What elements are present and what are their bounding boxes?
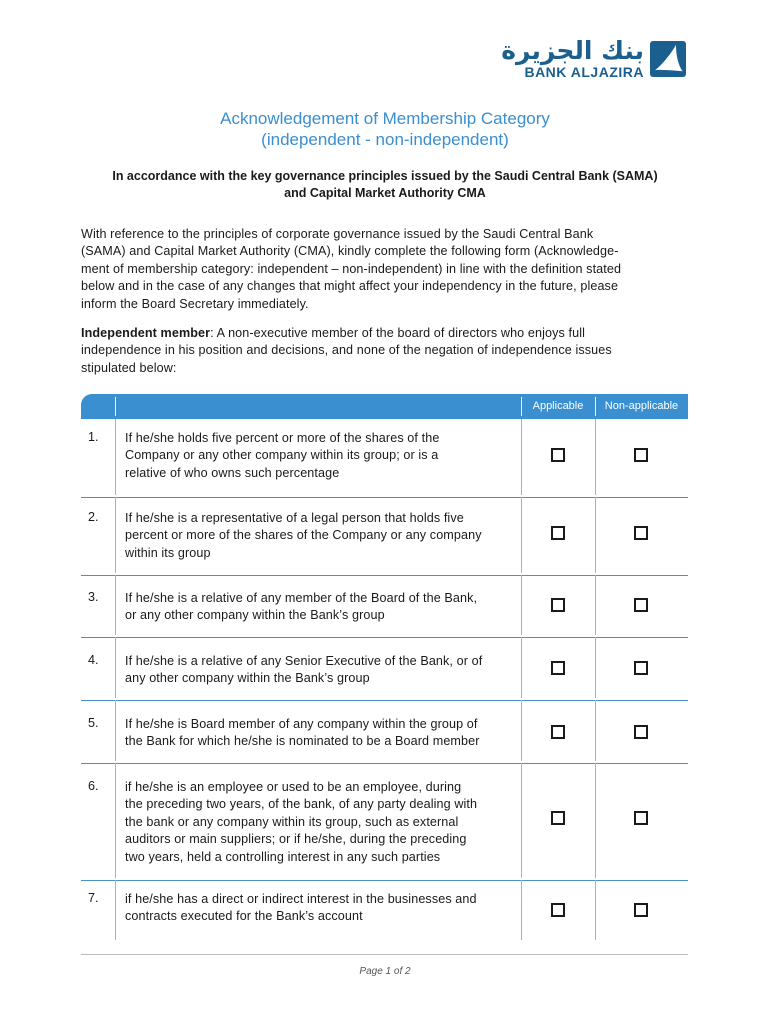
- row-divider: [81, 575, 688, 576]
- row-criterion-text: [125, 653, 511, 688]
- column-divider: [595, 880, 596, 940]
- logo-text: [501, 38, 644, 80]
- logo-english-name: BANK ALJAZIRA: [524, 64, 644, 80]
- non-applicable-checkbox[interactable]: [634, 811, 648, 825]
- row-criterion-text: [125, 716, 511, 751]
- applicable-checkbox[interactable]: [551, 811, 565, 825]
- criterion-line: Company or any other company within its group; or is a: [125, 448, 439, 463]
- column-divider: [521, 419, 522, 495]
- criterion-line: within its group: [125, 545, 211, 560]
- column-header-non-applicable: Non-applicable: [604, 400, 679, 412]
- definition-line: stipulated below:: [81, 360, 177, 375]
- column-divider: [521, 700, 522, 761]
- criterion-line: if he/she has a direct or indirect interest in the businesses and: [125, 892, 477, 906]
- intro-line: (SAMA) and Capital Market Authority (CMA), kindly complete the following form (Acknowledge-: [81, 244, 619, 259]
- row-number: 3.: [88, 590, 99, 604]
- applicable-checkbox[interactable]: [551, 448, 565, 462]
- column-divider: [595, 419, 596, 495]
- definition-line: [81, 325, 691, 342]
- row-number: 7.: [88, 891, 99, 905]
- criterion-line: percent or more of the shares of the Company or any company: [125, 528, 482, 543]
- non-applicable-checkbox[interactable]: [634, 903, 648, 917]
- logo-arabic-name: بنك الجزيرة: [501, 36, 644, 65]
- bank-aljazira-sail-icon: [650, 41, 686, 77]
- criterion-line: relative of who owns such percentage: [125, 465, 340, 480]
- criterion-line: If he/she is a representative of a legal person that holds five: [125, 511, 464, 525]
- column-divider: [521, 575, 522, 635]
- criterion-line: the Bank for which he/she is nominated to be a Board member: [125, 734, 480, 749]
- row-criterion-text: [125, 430, 511, 482]
- row-number: 6.: [88, 779, 99, 793]
- subtitle-line-2: and Capital Market Authority CMA: [284, 186, 486, 200]
- row-number: 1.: [88, 430, 99, 444]
- definition-line: independence in his position and decisions, and none of the negation of independence issues: [81, 343, 612, 358]
- document-title: [0, 108, 770, 150]
- row-divider: [81, 880, 688, 881]
- title-line-1: Acknowledgement of Membership Category: [220, 109, 550, 128]
- non-applicable-checkbox[interactable]: [634, 448, 648, 462]
- criterion-line: contracts executed for the Bank’s account: [125, 909, 363, 924]
- definition-paragraph: [81, 325, 691, 377]
- definition-term: Independent member: [81, 326, 211, 340]
- row-number: 2.: [88, 510, 99, 524]
- intro-paragraph: [81, 226, 691, 313]
- intro-line: ment of membership category: independent – non-independent) in line with the definition stated: [81, 261, 622, 276]
- criterion-line: If he/she holds five percent or more of the shares of the: [125, 431, 440, 445]
- row-divider: [81, 700, 688, 701]
- row-criterion-text: [125, 779, 511, 866]
- column-divider: [521, 880, 522, 940]
- non-applicable-checkbox[interactable]: [634, 725, 648, 739]
- non-applicable-checkbox[interactable]: [634, 598, 648, 612]
- intro-line: With reference to the principles of corporate governance issued by the Saudi Central Bank: [81, 227, 594, 241]
- column-divider: [115, 419, 116, 495]
- non-applicable-checkbox[interactable]: [634, 661, 648, 675]
- column-divider: [115, 700, 116, 761]
- non-applicable-checkbox[interactable]: [634, 526, 648, 540]
- criterion-line: two years, held a controlling interest in any such parties: [125, 849, 441, 864]
- title-line-2: (independent - non-independent): [261, 130, 509, 149]
- subtitle-line-1: In accordance with the key governance principles issued by the Saudi Central Bank (SAMA): [112, 169, 658, 183]
- row-number: 4.: [88, 653, 99, 667]
- applicable-checkbox[interactable]: [551, 598, 565, 612]
- column-divider: [521, 497, 522, 573]
- column-divider: [595, 497, 596, 573]
- criterion-line: If he/she is a relative of any member of the Board of the Bank,: [125, 591, 478, 605]
- intro-line: inform the Board Secretary immediately.: [81, 296, 309, 311]
- column-header-applicable: Applicable: [532, 400, 584, 412]
- column-divider: [115, 880, 116, 940]
- column-divider: [521, 763, 522, 878]
- column-divider: [115, 763, 116, 878]
- applicable-checkbox[interactable]: [551, 661, 565, 675]
- document-subtitle: [60, 168, 710, 202]
- criterion-line: if he/she is an employee or used to be an employee, during: [125, 780, 462, 794]
- footer-divider: [81, 954, 688, 955]
- definition-text: : A non-executive member of the board of directors who enjoys full: [210, 326, 585, 340]
- criterion-line: If he/she is Board member of any company within the group of: [125, 717, 478, 731]
- applicable-checkbox[interactable]: [551, 526, 565, 540]
- column-divider: [521, 637, 522, 698]
- criterion-line: any other company within the Bank’s group: [125, 671, 370, 686]
- criterion-line: or any other company within the Bank’s group: [125, 608, 385, 623]
- row-criterion-text: [125, 510, 511, 562]
- column-divider: [115, 575, 116, 635]
- intro-line: below and in the case of any changes that might affect your independency in the future, please: [81, 279, 619, 294]
- row-divider: [81, 637, 688, 638]
- column-divider: [115, 637, 116, 698]
- bank-logo: [501, 38, 686, 80]
- row-number: 5.: [88, 716, 99, 730]
- criterion-line: the bank or any company within its group, such as external: [125, 814, 459, 829]
- criterion-line: auditors or main suppliers; or if he/she, during the preceding: [125, 832, 467, 847]
- applicable-checkbox[interactable]: [551, 725, 565, 739]
- criterion-line: If he/she is a relative of any Senior Executive of the Bank, or of: [125, 654, 483, 668]
- column-divider: [595, 575, 596, 635]
- row-criterion-text: [125, 590, 511, 625]
- row-criterion-text: [125, 891, 511, 926]
- row-divider: [81, 763, 688, 764]
- column-divider: [595, 700, 596, 761]
- row-divider: [81, 497, 688, 498]
- column-divider: [595, 763, 596, 878]
- criterion-line: the preceding two years, of the bank, of any party dealing with: [125, 797, 478, 812]
- table-header: [81, 394, 688, 419]
- column-divider: [595, 637, 596, 698]
- header-divider: [115, 397, 116, 416]
- page-number: Page 1 of 2: [359, 966, 411, 977]
- applicable-checkbox[interactable]: [551, 903, 565, 917]
- column-divider: [115, 497, 116, 573]
